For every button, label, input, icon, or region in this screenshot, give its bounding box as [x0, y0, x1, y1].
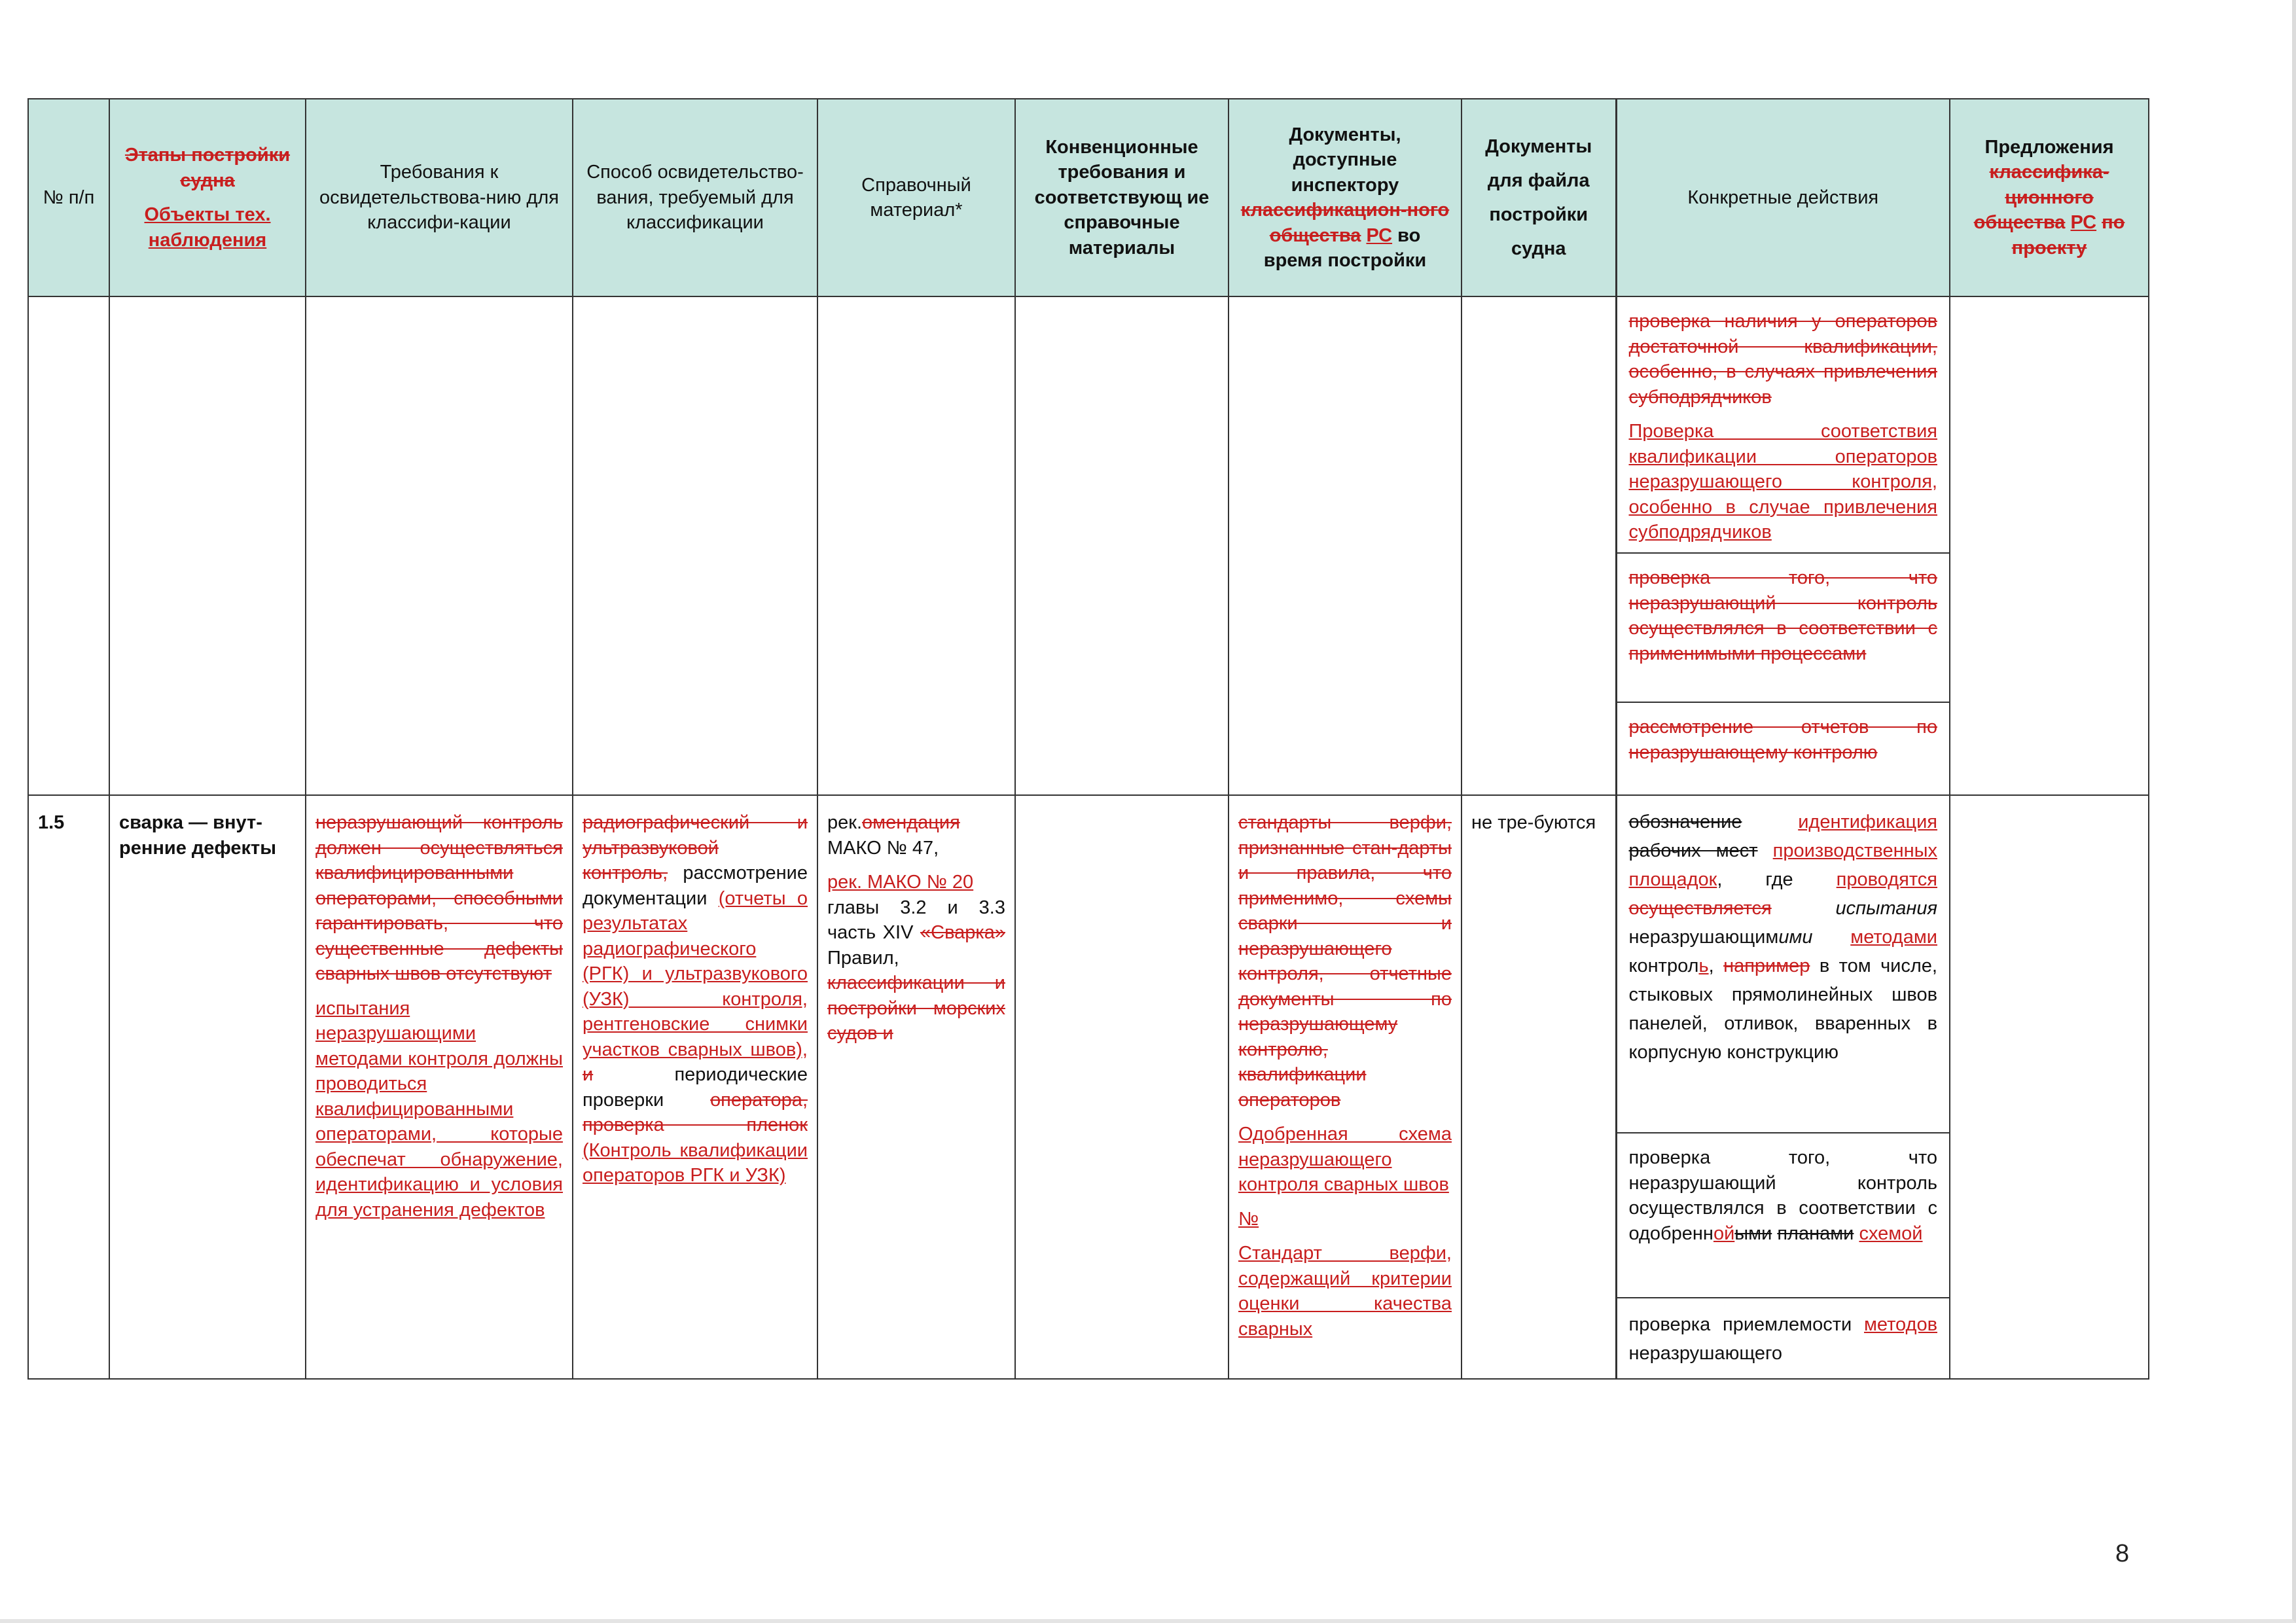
header-row	[28, 99, 2149, 296]
header-requirements: Требования к освидетельствова-нию для классифи-кации	[306, 99, 573, 296]
cell-empty	[1462, 296, 1616, 795]
header-documents-inspector: Документы, доступные инспектору классификацион-ного общества РС во время постройки	[1229, 99, 1462, 296]
cell-reference: рек.омендация МАКО № 47, рек. МАКО № 20 главы 3.2 и 3.3 часть XIV «Сварка» Правил, классификации и постройки морских судов и	[817, 795, 1015, 1379]
table-row-continuation	[28, 296, 2149, 795]
page-number: 8	[2115, 1540, 2130, 1567]
action-item: проверка приемлемости методов неразрушающего	[1628, 1314, 1937, 1364]
cell-empty	[817, 296, 1015, 795]
cell-documents-inspector: стандарты верфи, признанные стан-дарты и правила, что применимо, схемы сварки и неразрушающего контроля, отчетные документы по неразрушающему контролю, квалификации операторов Одобренная схема неразрушающего контроля сварных швов № Стандарт верфи, содержащий критерии оценки качества сварных	[1229, 795, 1462, 1379]
cell-empty	[573, 296, 817, 795]
action-item: проверка того, что неразрушающий контроль осуществлялся в соответствии с одобреннойыми планами схемой	[1617, 1133, 1950, 1298]
cell-documents-file: не тре-буются	[1462, 795, 1616, 1379]
header-actions: Конкретные действия	[1616, 99, 1950, 296]
cell-actions	[1616, 795, 1950, 1379]
survey-table	[27, 98, 2149, 1380]
cell-num: 1.5	[28, 795, 109, 1379]
cell-actions-continuation	[1616, 296, 1950, 795]
cell-empty	[1950, 296, 2149, 795]
header-documents-file: Документы для файла постройки судна	[1462, 99, 1616, 296]
header-stages: Этапы постройки судна Объекты тех. наблюдения	[109, 99, 306, 296]
action-item: рассмотрение отчетов по неразрушающему контролю	[1628, 717, 1937, 763]
cell-survey-method: радиографический и ультразвуковой контроль, рассмотрение документации (отчеты о результатах радиографического (РГК) и ультразвукового (УЗК) контроля, рентгеновские снимки участков сварных швов), и периодические проверки оператора, проверка пленок (Контроль квалификации операторов РГК и УЗК)	[573, 795, 817, 1379]
header-survey-method: Способ освидетельство-вания, требуемый для классификации	[573, 99, 817, 296]
action-item: проверка наличия у операторов достаточной квалификации, особенно, в случаях привлечения субподрядчиков Проверка соответствия квалификации операторов неразрушающего контроля, особенно в случае привлечения субподрядчиков	[1617, 297, 1950, 554]
action-item: проверка того, что неразрушающий контроль осуществлялся в соответствии с применимыми процессами	[1617, 554, 1950, 703]
cell-empty	[1229, 296, 1462, 795]
cell-empty	[306, 296, 573, 795]
cell-empty	[1015, 296, 1229, 795]
header-conventions: Конвенционные требования и соответствующ ие справочные материалы	[1015, 99, 1229, 296]
action-item: обозначение идентификация рабочих мест производственных площадок, где проводятся осуществляется испытания неразрушающимими методами контроль, например в том числе, стыковых прямолинейных швов панелей, отливок, вваренных в корпусную конструкцию	[1617, 796, 1950, 1133]
cell-proposals	[1950, 795, 2149, 1379]
header-num: № п/п	[28, 99, 109, 296]
cell-empty	[109, 296, 306, 795]
cell-empty	[28, 296, 109, 795]
cell-requirements: неразрушающий контроль должен осуществляться квалифицированными операторами, способными гарантировать, что существенные дефекты сварных швов отсутствуют испытания неразрушающими методами контроля должны проводиться квалифицированными операторами, которые обеспечат обнаружение, идентификацию и условия для устранения дефектов	[306, 795, 573, 1379]
cell-object: сварка — внут-ренние дефекты	[109, 795, 306, 1379]
header-reference: Справочный материал*	[817, 99, 1015, 296]
cell-conventions	[1015, 795, 1229, 1379]
header-proposals: Предложения классифика-ционного общества РС по проекту	[1950, 99, 2149, 296]
table-row-1-5	[28, 795, 2149, 1379]
